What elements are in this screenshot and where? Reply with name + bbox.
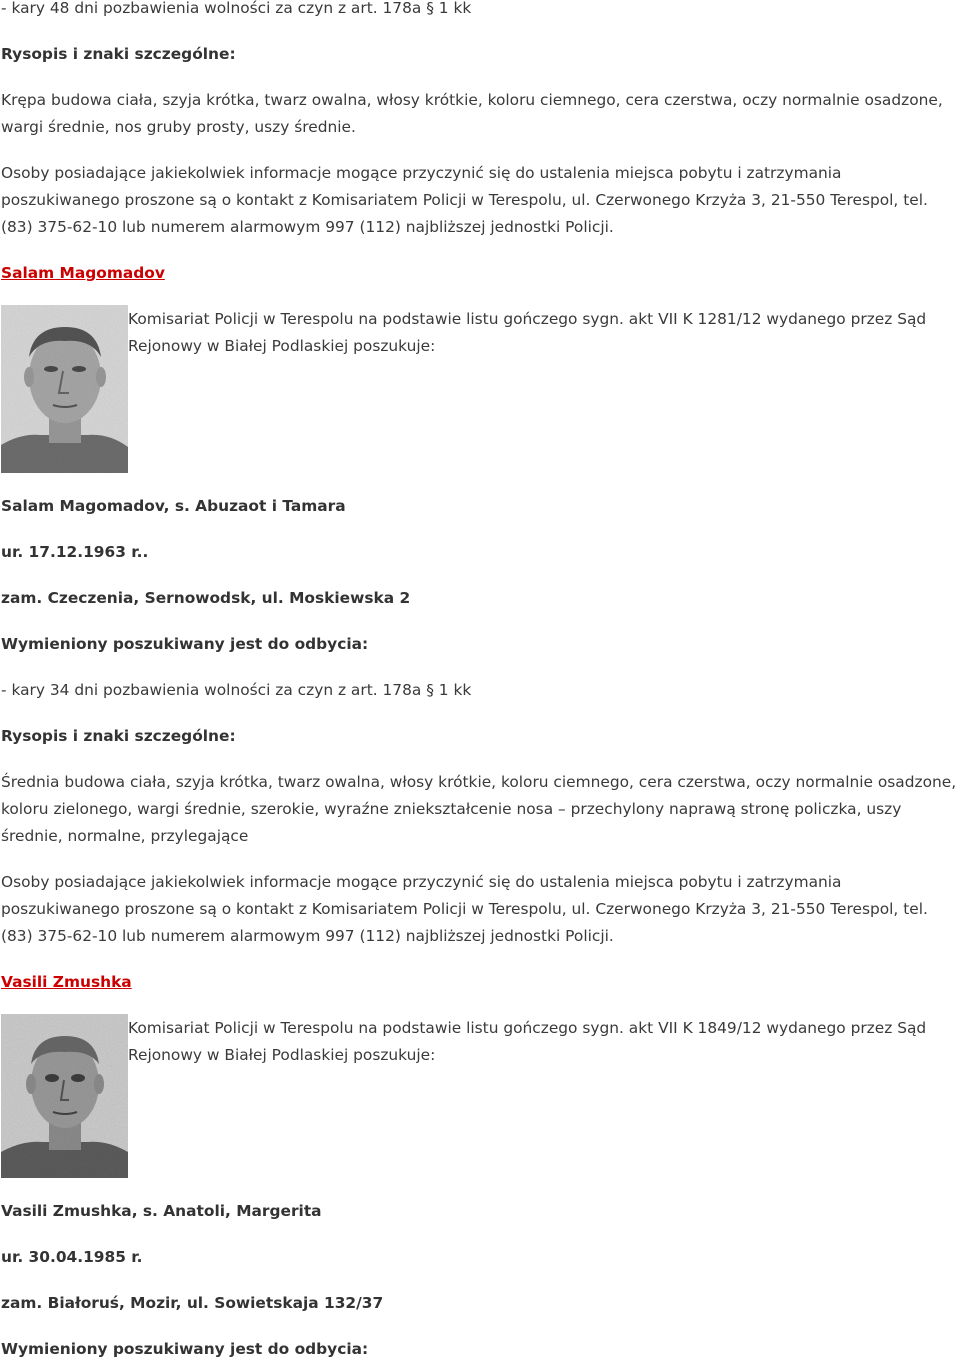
person-link-salam-magomadov[interactable] xyxy=(1,263,165,283)
person-address-1: zam. Czeczenia, Sernowodsk, ul. Moskiewska 2 xyxy=(1,589,411,607)
person-birth-date-1: ur. 17.12.1963 r.. xyxy=(1,543,149,561)
contact-text-1: Osoby posiadające jakiekolwiek informacje mogące przyczynić się do ustalenia miejsca pobytu i zatrzymania poszukiwanego proszone są o kontakt z Komisariatem Policji w Terespolu, ul. Czerwonego Krzyża 3, 21-550 Terespol, tel. (83) 375-62-10 lub numerem alarmowym 997 (112) najbliższej jednostki Policji. xyxy=(1,164,928,236)
face-portrait-icon xyxy=(1,1014,128,1178)
person-name-link[interactable]: Salam Magomadov xyxy=(1,264,165,282)
wanted-heading-2: Wymieniony poszukiwany jest do odbycia: xyxy=(1,1340,369,1358)
person-full-name-1: Salam Magomadov, s. Abuzaot i Tamara xyxy=(1,497,346,515)
person-address-2: zam. Białoruś, Mozir, ul. Sowietskaja 132/37 xyxy=(1,1294,384,1312)
person-photo-1 xyxy=(1,305,128,473)
warrant-text-2: Komisariat Policji w Terespolu na podstawie listu gończego sygn. akt VII K 1849/12 wydanego przez Sąd Rejonowy w Białej Podlaskiej poszukuje: xyxy=(128,1019,927,1064)
person-link-vasili-zmushka[interactable] xyxy=(1,972,132,992)
penalty-text-1: - kary 34 dni pozbawienia wolności za czyn z art. 178a § 1 kk xyxy=(1,681,472,699)
person-full-name-2: Vasili Zmushka, s. Anatoli, Margerita xyxy=(1,1202,322,1220)
face-portrait-icon xyxy=(1,305,128,473)
description-heading-1: Rysopis i znaki szczególne: xyxy=(1,45,236,63)
contact-text-2: Osoby posiadające jakiekolwiek informacje mogące przyczynić się do ustalenia miejsca pobytu i zatrzymania poszukiwanego proszone są o kontakt z Komisariatem Policji w Terespolu, ul. Czerwonego Krzyża 3, 21-550 Terespol, tel. (83) 375-62-10 lub numerem alarmowym 997 (112) najbliższej jednostki Policji. xyxy=(1,873,928,945)
person-photo-2 xyxy=(1,1014,128,1178)
person-birth-date-2: ur. 30.04.1985 r. xyxy=(1,1248,143,1266)
description-text-2: Średnia budowa ciała, szyja krótka, twarz owalna, włosy krótkie, koloru ciemnego, cera czerstwa, oczy normalnie osadzone, koloru zielonego, wargi średnie, szerokie, wyraźne zniekształcenie nosa – przechylony naprawą stronę policzka, uszy średnie, normalne, przylegające xyxy=(1,773,957,845)
wanted-heading-1: Wymieniony poszukiwany jest do odbycia: xyxy=(1,635,369,653)
warrant-text-1: Komisariat Policji w Terespolu na podstawie listu gończego sygn. akt VII K 1281/12 wydanego przez Sąd Rejonowy w Białej Podlaskiej poszukuje: xyxy=(128,310,927,355)
person-name-link[interactable]: Vasili Zmushka xyxy=(1,973,132,991)
description-text-1: Krępa budowa ciała, szyja krótka, twarz owalna, włosy krótkie, koloru ciemnego, cera czerstwa, oczy normalnie osadzone, wargi średnie, nos gruby prosty, uszy średnie. xyxy=(1,91,943,136)
description-heading-2: Rysopis i znaki szczególne: xyxy=(1,727,236,745)
top-penalty-text: - kary 48 dni pozbawienia wolności za czyn z art. 178a § 1 kk xyxy=(1,0,472,17)
